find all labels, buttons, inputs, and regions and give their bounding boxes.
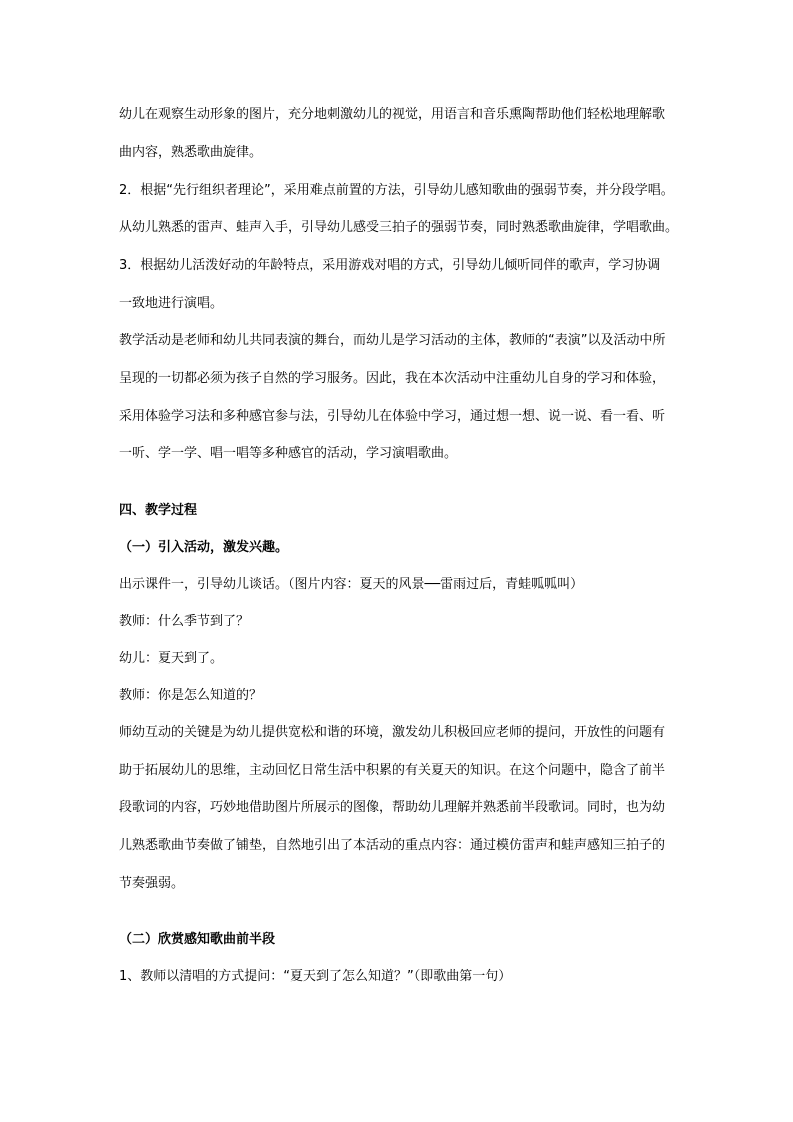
dialogue-line-teacher-followup: 教师：你是怎么知道的？ xyxy=(119,688,263,703)
interaction-paragraph-line-1: 师幼互动的关键是为幼儿提供宽松和谐的环境，激发幼儿积极回应老师的提问，开放性的问题有 xyxy=(119,725,666,740)
courseware-line: 出示课件一，引导幼儿谈话。（图片内容：夏天的风景──雷雨过后，青蛙呱呱叫） xyxy=(119,577,584,592)
stage-paragraph-line-2: 呈现的一切都必须为孩子自然的学习服务。因此，我在本次活动中注重幼儿自身的学习和体验， xyxy=(119,371,666,386)
dialogue-line-teacher-question: 教师：什么季节到了？ xyxy=(119,614,250,629)
stage-paragraph-line-1: 教学活动是老师和幼儿共同表演的舞台，而幼儿是学习活动的主体，教师的“表演”以及活动中所 xyxy=(119,333,666,348)
item-2-line-1: 2．根据“先行组织者理论”，采用难点前置的方法，引导幼儿感知歌曲的强弱节奏，并分段学唱。 xyxy=(119,183,674,198)
interaction-paragraph-line-2: 助于拓展幼儿的思维，主动回忆日常生活中积累的有关夏天的知识。在这个问题中，隐含了前半 xyxy=(119,763,666,778)
item-2-line-2: 从幼儿熟悉的雷声、蛙声入手，引导幼儿感受三拍子的强弱节奏，同时熟悉歌曲旋律，学唱歌曲。 xyxy=(119,220,679,235)
dialogue-line-child-answer: 幼儿：夏天到了。 xyxy=(119,651,224,666)
interaction-paragraph-line-5: 节奏强弱。 xyxy=(119,876,185,891)
stage-paragraph-line-3: 采用体验学习法和多种感官参与法，引导幼儿在体验中学习，通过想一想、说一说、看一看、听 xyxy=(119,409,666,424)
intro-paragraph-line-1: 幼儿在观察生动形象的图片，充分地刺激幼儿的视觉，用语言和音乐熏陶帮助他们轻松地理解歌 xyxy=(119,107,666,122)
section-4-heading: 四、教学过程 xyxy=(119,503,198,518)
item-3-line-2: 一致地进行演唱。 xyxy=(119,296,224,311)
subsection-1-heading: （一）引入活动，激发兴趣。 xyxy=(119,540,289,555)
stage-paragraph-line-4: 一听、学一学、唱一唱等多种感官的活动，学习演唱歌曲。 xyxy=(119,446,458,461)
step-1-line: 1、教师以清唱的方式提问：“夏天到了怎么知道？”（即歌曲第一句） xyxy=(119,969,512,984)
interaction-paragraph-line-3: 段歌词的内容，巧妙地借助图片所展示的图像，帮助幼儿理解并熟悉前半段歌词。同时，也为幼 xyxy=(119,800,666,815)
interaction-paragraph-line-4: 儿熟悉歌曲节奏做了铺垫，自然地引出了本活动的重点内容：通过模仿雷声和蛙声感知三拍子的 xyxy=(119,838,666,853)
item-3-line-1: 3．根据幼儿活泼好动的年龄特点，采用游戏对唱的方式，引导幼儿倾听同伴的歌声，学习协调 xyxy=(119,258,661,273)
subsection-2-heading: （二）欣赏感知歌曲前半段 xyxy=(119,932,276,947)
intro-paragraph-line-2: 曲内容，熟悉歌曲旋律。 xyxy=(119,145,263,160)
